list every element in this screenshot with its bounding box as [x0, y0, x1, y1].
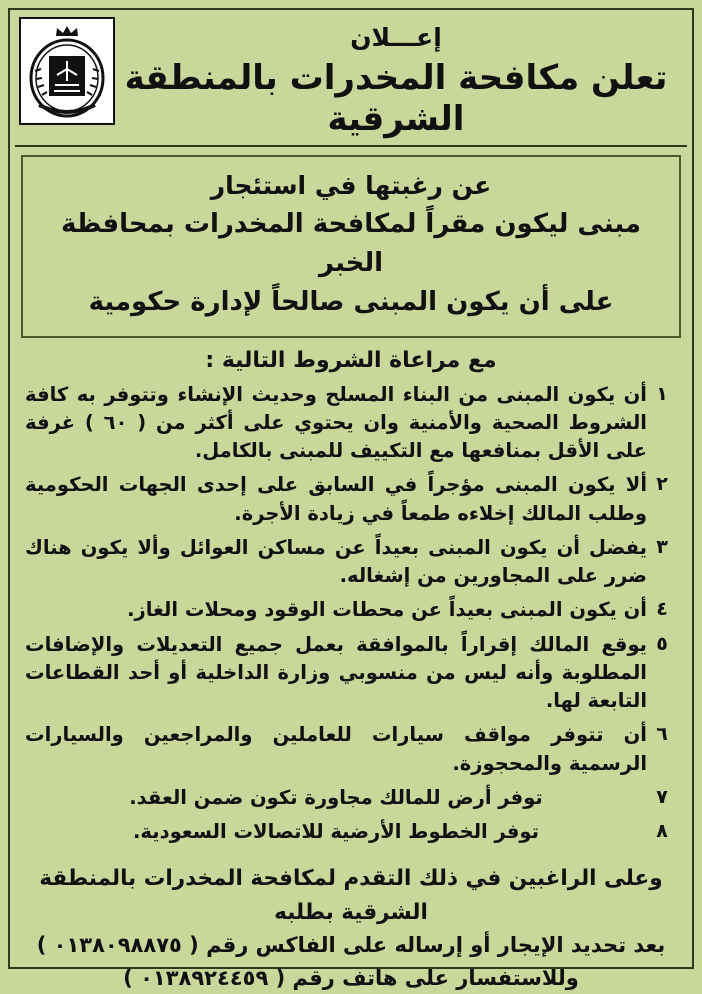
subject-box — [21, 155, 681, 338]
announcement-word: إعـــلان — [350, 23, 442, 52]
item-number: ٦ — [656, 723, 668, 746]
item-number: ١ — [656, 382, 668, 405]
list-item — [25, 471, 677, 528]
conditions-list — [25, 381, 677, 847]
page-frame — [8, 8, 694, 990]
list-item — [25, 381, 677, 466]
item-text: أن تتوفر مواقف سيارات للعاملين والمراجعين والسيارات الرسمية والمحجوزة. — [25, 723, 647, 775]
footer-line-1: وعلى الراغبين في ذلك التقدم لمكافحة المخدرات بالمنطقة الشرقية بطلبه — [39, 866, 663, 925]
footer-line-2: بعد تحديد الإيجار أو إرساله على الفاكس رقم ( ٠١٣٨٠٩٨٨٧٥ ) — [36, 933, 666, 958]
item-text: أن يكون المبنى بعيداً عن محطات الوقود ومحلات الغاز. — [127, 598, 647, 622]
conditions-title: مع مراعاة الشروط التالية : — [205, 347, 497, 373]
item-text: أن يكون المبنى من البناء المسلح وحديث الإنشاء وتتوفر به كافة الشروط الصحية والأمنية وان يحتوي على أكثر من ( ٦٠ ) غرفة على الأقل بمنافعها مع التكييف للمبنى بالكامل. — [25, 382, 647, 463]
item-number: ٣ — [656, 535, 668, 558]
item-number: ٧ — [656, 785, 668, 808]
item-number: ٨ — [656, 820, 668, 843]
subject-line-3: على أن يكون المبنى صالحاً لإدارة حكومية — [88, 286, 614, 317]
footer-contact — [23, 862, 679, 994]
list-item — [25, 631, 677, 716]
subject-line-1: عن رغبتها في استئجار — [210, 171, 492, 200]
list-item — [25, 721, 677, 778]
government-emblem-icon — [19, 17, 115, 125]
item-number: ٥ — [656, 632, 668, 655]
list-item — [25, 534, 677, 591]
item-text: يفضل أن يكون المبنى بعيداً عن مساكن العوائل وألا يكون هناك ضرر على المجاورين من إشغاله. — [25, 535, 647, 588]
list-item — [25, 596, 677, 624]
list-item — [25, 818, 677, 846]
page-title: تعلن مكافحة المخدرات بالمنطقة الشرقية — [124, 58, 668, 140]
item-text: يوقع المالك إقراراً بالموافقة بعمل جميع التعديلات والإضافات المطلوبة وأنه ليس من منسوبي وزارة الداخلية أو أحد القطاعات التابعة لها. — [25, 632, 647, 713]
header — [15, 15, 687, 147]
item-text: ألا يكون المبنى مؤجراً في السابق على إحدى الجهات الحكومية وطلب المالك إخلاءه طمعاً في زيادة الأجرة. — [25, 473, 647, 525]
conditions-section — [25, 348, 677, 853]
item-text: توفر الخطوط الأرضية للاتصالات السعودية. — [133, 820, 539, 844]
subject-line-2: مبنى ليكون مقراً لمكافحة المخدرات بمحافظة الخبر — [60, 208, 642, 278]
list-item — [25, 784, 677, 812]
item-text: توفر أرض للمالك مجاورة تكون ضمن العقد. — [129, 785, 543, 809]
item-number: ٤ — [656, 598, 668, 621]
item-number: ٢ — [656, 473, 668, 496]
footer-line-3: وللاستفسار على هاتف رقم ( ٠١٣٨٩٢٤٤٥٩ ) — [123, 965, 579, 990]
header-text — [19, 23, 683, 141]
